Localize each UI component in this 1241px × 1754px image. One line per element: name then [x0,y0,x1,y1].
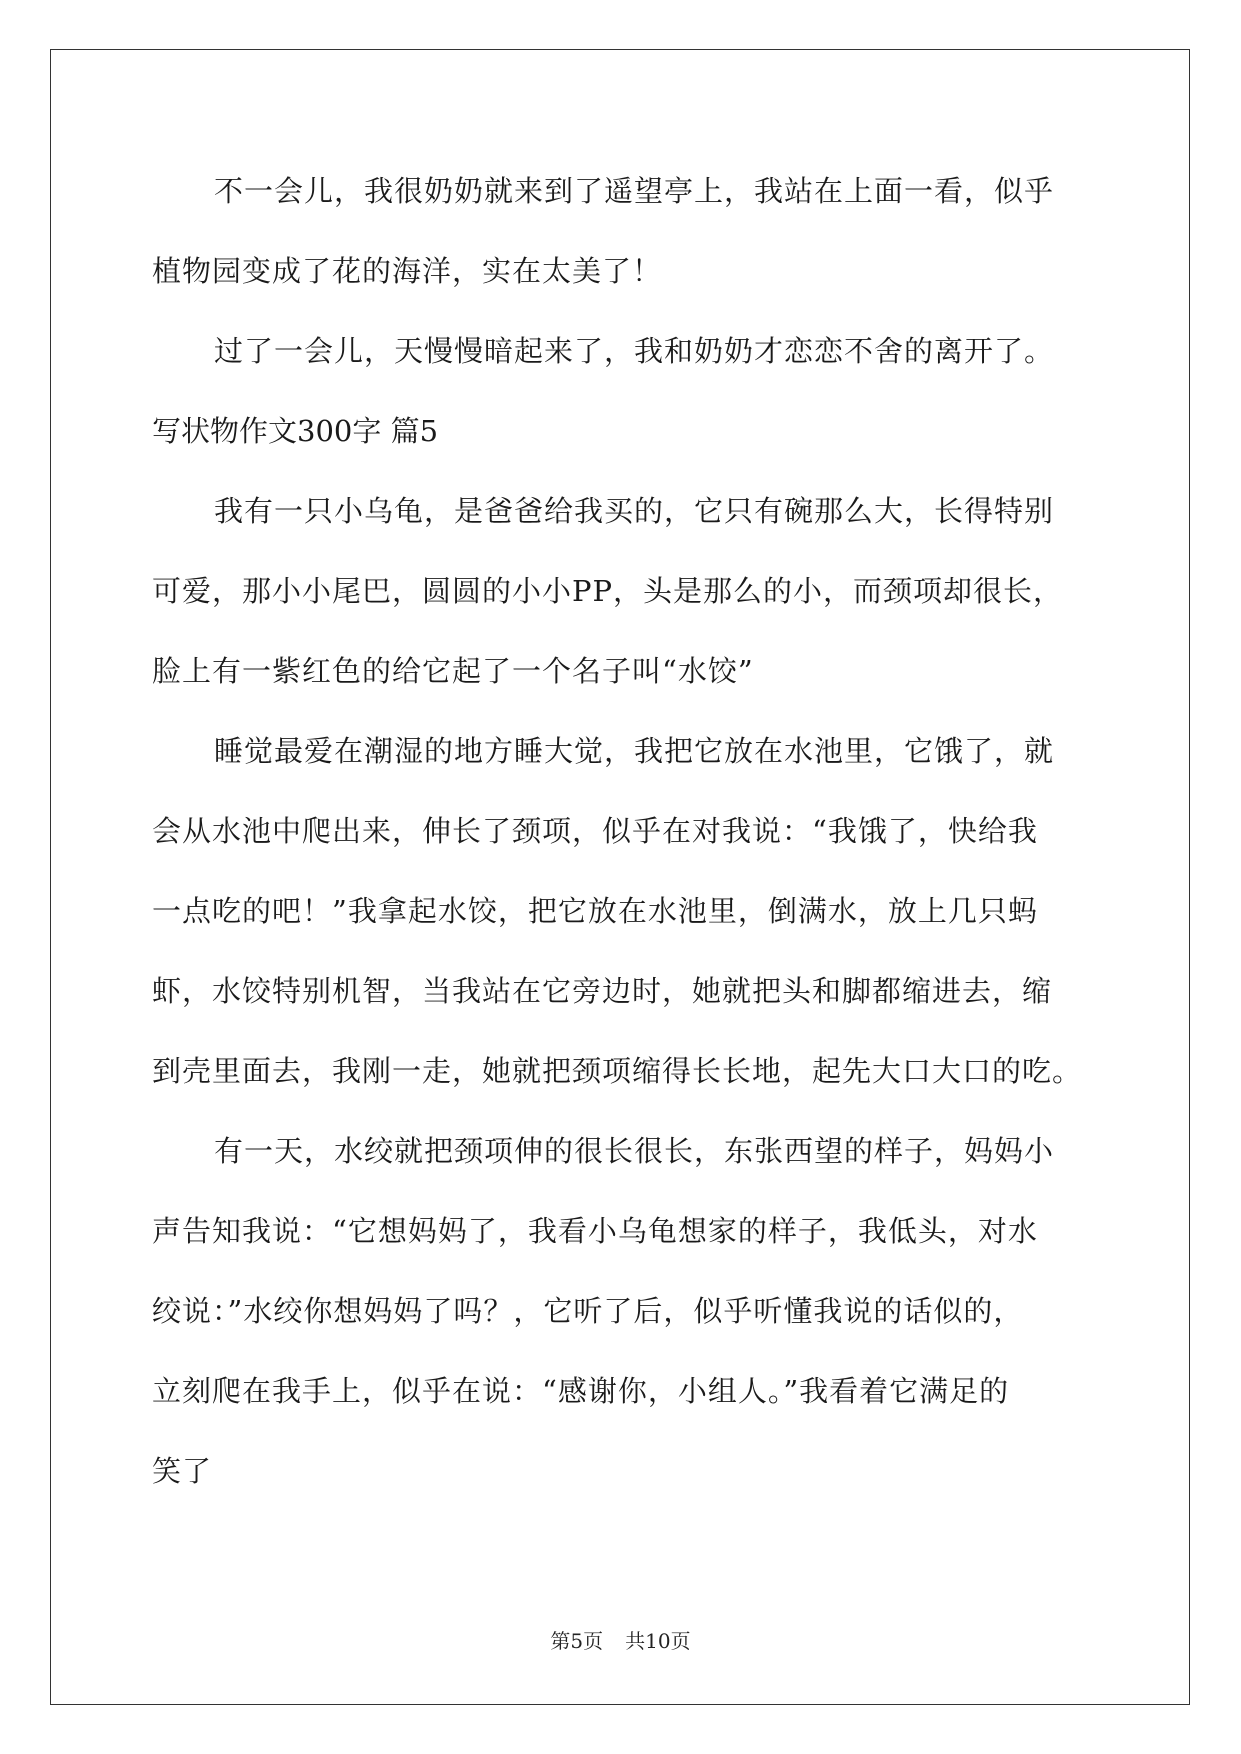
page-total: 共10页 [625,1629,691,1653]
paragraph-line: 一点吃的吧！”我拿起水饺，把它放在水池里，倒满水，放上几只蚂 [152,894,1038,928]
document-body [152,160,1092,1520]
paragraph-line: 虾，水饺特别机智，当我站在它旁边时，她就把头和脚都缩进去，缩 [152,974,1053,1008]
paragraph-line: 声告知我说：“它想妈妈了，我看小乌龟想家的样子，我低头，对水 [152,1214,1038,1248]
paragraph-line: 立刻爬在我手上，似乎在说：“感谢你，小组人。”我看着它满足的 [152,1374,1010,1408]
paragraph-line: 我有一只小乌龟，是爸爸给我买的，它只有碗那么大，长得特别 [214,494,1055,528]
paragraph-line: 不一会儿，我很奶奶就来到了遥望亭上，我站在上面一看，似乎 [214,174,1055,208]
paragraph-line: 脸上有一紫红色的给它起了一个名子叫“水饺” [152,654,754,688]
paragraph-line: 过了一会儿，天慢慢暗起来了，我和奶奶才恋恋不舍的离开了。 [214,334,1055,368]
page-footer [0,1626,1241,1656]
page-number: 第5页 [550,1629,604,1653]
paragraph-line: 会从水池中爬出来，伸长了颈项，似乎在对我说：“我饿了，快给我 [152,814,1038,848]
paragraph-line: 植物园变成了花的海洋，实在太美了！ [152,254,663,288]
section-heading: 写状物作文300字 篇5 [152,414,439,448]
paragraph-line: 有一天，水绞就把颈项伸的很长很长，东张西望的样子，妈妈小 [214,1134,1055,1168]
paragraph-line: 到壳里面去，我刚一走，她就把颈项缩得长长地，起先大口大口的吃。 [152,1054,1083,1088]
paragraph-line: 笑了 [152,1454,213,1488]
paragraph-line: 睡觉最爱在潮湿的地方睡大觉，我把它放在水池里，它饿了，就 [214,734,1055,768]
paragraph-line: 可爱，那小小尾巴，圆圆的小小PP，头是那么的小，而颈项却很长， [152,574,1064,608]
paragraph-line: 绞说：”水绞你想妈妈了吗？，它听了后，似乎听懂我说的话似的， [152,1294,1024,1328]
